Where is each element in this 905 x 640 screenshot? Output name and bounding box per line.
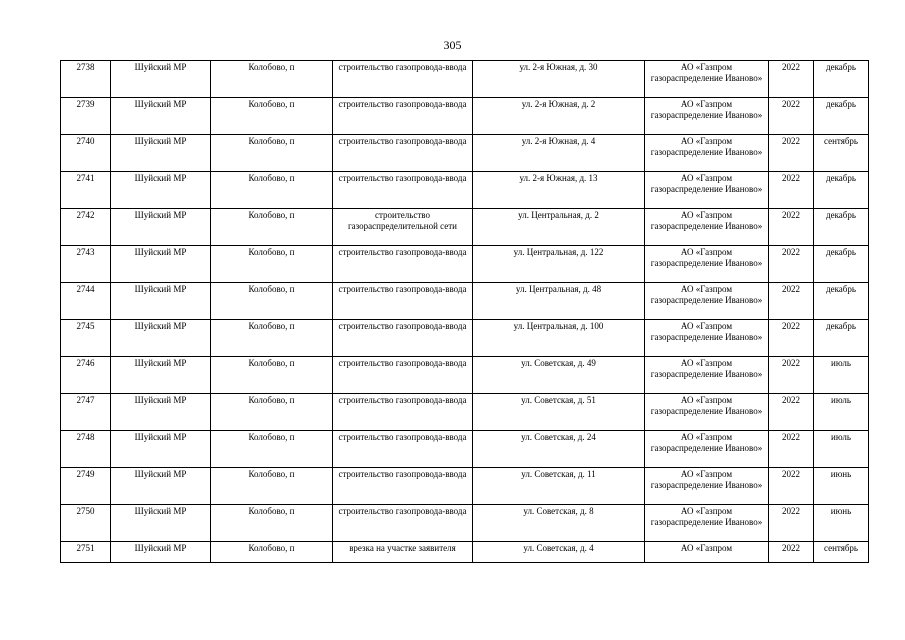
organization-cell: АО «Газпром газораспределение Иваново» bbox=[645, 505, 769, 542]
table-row bbox=[61, 209, 869, 246]
district-cell: Шуйский МР bbox=[111, 431, 211, 468]
work-type-cell: строительство газопровода-ввода bbox=[333, 135, 473, 172]
address-cell: ул. 2-я Южная, д. 13 bbox=[473, 172, 645, 209]
month-cell: июль bbox=[814, 394, 869, 431]
year-cell: 2022 bbox=[769, 61, 814, 98]
month-cell: декабрь bbox=[814, 283, 869, 320]
month-cell: декабрь bbox=[814, 320, 869, 357]
year-cell: 2022 bbox=[769, 283, 814, 320]
work-type-cell: строительство газопровода-ввода bbox=[333, 172, 473, 209]
organization-cell: АО «Газпром газораспределение Иваново» bbox=[645, 98, 769, 135]
organization-cell: АО «Газпром газораспределение Иваново» bbox=[645, 61, 769, 98]
month-cell: декабрь bbox=[814, 172, 869, 209]
settlement-cell: Колобово, п bbox=[211, 468, 333, 505]
settlement-cell: Колобово, п bbox=[211, 172, 333, 209]
row-number-cell: 2745 bbox=[61, 320, 111, 357]
address-cell: ул. Советская, д. 24 bbox=[473, 431, 645, 468]
settlement-cell: Колобово, п bbox=[211, 98, 333, 135]
table-row bbox=[61, 246, 869, 283]
table-row bbox=[61, 357, 869, 394]
organization-cell: АО «Газпром газораспределение Иваново» bbox=[645, 283, 769, 320]
row-number-cell: 2743 bbox=[61, 246, 111, 283]
table-row bbox=[61, 394, 869, 431]
row-number-cell: 2738 bbox=[61, 61, 111, 98]
month-cell: июнь bbox=[814, 468, 869, 505]
row-number-cell: 2748 bbox=[61, 431, 111, 468]
row-number-cell: 2740 bbox=[61, 135, 111, 172]
address-cell: ул. Советская, д. 51 bbox=[473, 394, 645, 431]
district-cell: Шуйский МР bbox=[111, 394, 211, 431]
year-cell: 2022 bbox=[769, 320, 814, 357]
month-cell: сентябрь bbox=[814, 542, 869, 563]
organization-cell: АО «Газпром газораспределение Иваново» bbox=[645, 172, 769, 209]
work-type-cell: строительство газопровода-ввода bbox=[333, 505, 473, 542]
table-row bbox=[61, 505, 869, 542]
organization-cell: АО «Газпром газораспределение Иваново» bbox=[645, 209, 769, 246]
month-cell: декабрь bbox=[814, 209, 869, 246]
district-cell: Шуйский МР bbox=[111, 209, 211, 246]
address-cell: ул. Советская, д. 8 bbox=[473, 505, 645, 542]
row-number-cell: 2744 bbox=[61, 283, 111, 320]
district-cell: Шуйский МР bbox=[111, 468, 211, 505]
settlement-cell: Колобово, п bbox=[211, 542, 333, 563]
table-row bbox=[61, 135, 869, 172]
address-cell: ул. 2-я Южная, д. 30 bbox=[473, 61, 645, 98]
district-cell: Шуйский МР bbox=[111, 357, 211, 394]
district-cell: Шуйский МР bbox=[111, 98, 211, 135]
table-body bbox=[61, 61, 869, 563]
organization-cell: АО «Газпром газораспределение Иваново» bbox=[645, 320, 769, 357]
address-cell: ул. 2-я Южная, д. 4 bbox=[473, 135, 645, 172]
month-cell: июнь bbox=[814, 505, 869, 542]
work-type-cell: строительство газопровода-ввода bbox=[333, 320, 473, 357]
work-type-cell: строительство газопровода-ввода bbox=[333, 468, 473, 505]
settlement-cell: Колобово, п bbox=[211, 320, 333, 357]
work-type-cell: строительство газопровода-ввода bbox=[333, 98, 473, 135]
row-number-cell: 2742 bbox=[61, 209, 111, 246]
settlement-cell: Колобово, п bbox=[211, 283, 333, 320]
address-cell: ул. Центральная, д. 48 bbox=[473, 283, 645, 320]
year-cell: 2022 bbox=[769, 246, 814, 283]
district-cell: Шуйский МР bbox=[111, 61, 211, 98]
row-number-cell: 2746 bbox=[61, 357, 111, 394]
table-row bbox=[61, 98, 869, 135]
organization-cell: АО «Газпром газораспределение Иваново» bbox=[645, 394, 769, 431]
year-cell: 2022 bbox=[769, 468, 814, 505]
year-cell: 2022 bbox=[769, 505, 814, 542]
settlement-cell: Колобово, п bbox=[211, 505, 333, 542]
address-cell: ул. Советская, д. 4 bbox=[473, 542, 645, 563]
settlement-cell: Колобово, п bbox=[211, 394, 333, 431]
work-type-cell: строительство газораспределительной сети bbox=[333, 209, 473, 246]
year-cell: 2022 bbox=[769, 172, 814, 209]
work-type-cell: строительство газопровода-ввода bbox=[333, 283, 473, 320]
district-cell: Шуйский МР bbox=[111, 505, 211, 542]
table-row bbox=[61, 172, 869, 209]
gasification-table bbox=[60, 60, 869, 563]
work-type-cell: строительство газопровода-ввода bbox=[333, 61, 473, 98]
month-cell: сентябрь bbox=[814, 135, 869, 172]
month-cell: июль bbox=[814, 357, 869, 394]
year-cell: 2022 bbox=[769, 98, 814, 135]
work-type-cell: строительство газопровода-ввода bbox=[333, 357, 473, 394]
year-cell: 2022 bbox=[769, 394, 814, 431]
settlement-cell: Колобово, п bbox=[211, 431, 333, 468]
month-cell: декабрь bbox=[814, 98, 869, 135]
organization-cell: АО «Газпром bbox=[645, 542, 769, 563]
settlement-cell: Колобово, п bbox=[211, 209, 333, 246]
year-cell: 2022 bbox=[769, 135, 814, 172]
district-cell: Шуйский МР bbox=[111, 135, 211, 172]
district-cell: Шуйский МР bbox=[111, 542, 211, 563]
address-cell: ул. Центральная, д. 122 bbox=[473, 246, 645, 283]
district-cell: Шуйский МР bbox=[111, 320, 211, 357]
settlement-cell: Колобово, п bbox=[211, 135, 333, 172]
table-row bbox=[61, 320, 869, 357]
row-number-cell: 2741 bbox=[61, 172, 111, 209]
organization-cell: АО «Газпром газораспределение Иваново» bbox=[645, 135, 769, 172]
district-cell: Шуйский МР bbox=[111, 283, 211, 320]
organization-cell: АО «Газпром газораспределение Иваново» bbox=[645, 468, 769, 505]
year-cell: 2022 bbox=[769, 357, 814, 394]
table-row bbox=[61, 61, 869, 98]
address-cell: ул. Центральная, д. 100 bbox=[473, 320, 645, 357]
address-cell: ул. Советская, д. 49 bbox=[473, 357, 645, 394]
address-cell: ул. Центральная, д. 2 bbox=[473, 209, 645, 246]
work-type-cell: врезка на участке заявителя bbox=[333, 542, 473, 563]
month-cell: июль bbox=[814, 431, 869, 468]
table-row bbox=[61, 542, 869, 563]
row-number-cell: 2750 bbox=[61, 505, 111, 542]
table-row bbox=[61, 283, 869, 320]
row-number-cell: 2751 bbox=[61, 542, 111, 563]
organization-cell: АО «Газпром газораспределение Иваново» bbox=[645, 431, 769, 468]
work-type-cell: строительство газопровода-ввода bbox=[333, 394, 473, 431]
month-cell: декабрь bbox=[814, 246, 869, 283]
settlement-cell: Колобово, п bbox=[211, 357, 333, 394]
row-number-cell: 2749 bbox=[61, 468, 111, 505]
work-type-cell: строительство газопровода-ввода bbox=[333, 431, 473, 468]
organization-cell: АО «Газпром газораспределение Иваново» bbox=[645, 246, 769, 283]
page-number: 305 bbox=[443, 38, 462, 52]
year-cell: 2022 bbox=[769, 431, 814, 468]
year-cell: 2022 bbox=[769, 209, 814, 246]
row-number-cell: 2747 bbox=[61, 394, 111, 431]
settlement-cell: Колобово, п bbox=[211, 246, 333, 283]
settlement-cell: Колобово, п bbox=[211, 61, 333, 98]
year-cell: 2022 bbox=[769, 542, 814, 563]
table-row bbox=[61, 468, 869, 505]
address-cell: ул. 2-я Южная, д. 2 bbox=[473, 98, 645, 135]
address-cell: ул. Советская, д. 11 bbox=[473, 468, 645, 505]
work-type-cell: строительство газопровода-ввода bbox=[333, 246, 473, 283]
district-cell: Шуйский МР bbox=[111, 246, 211, 283]
row-number-cell: 2739 bbox=[61, 98, 111, 135]
organization-cell: АО «Газпром газораспределение Иваново» bbox=[645, 357, 769, 394]
table-row bbox=[61, 431, 869, 468]
month-cell: декабрь bbox=[814, 61, 869, 98]
district-cell: Шуйский МР bbox=[111, 172, 211, 209]
